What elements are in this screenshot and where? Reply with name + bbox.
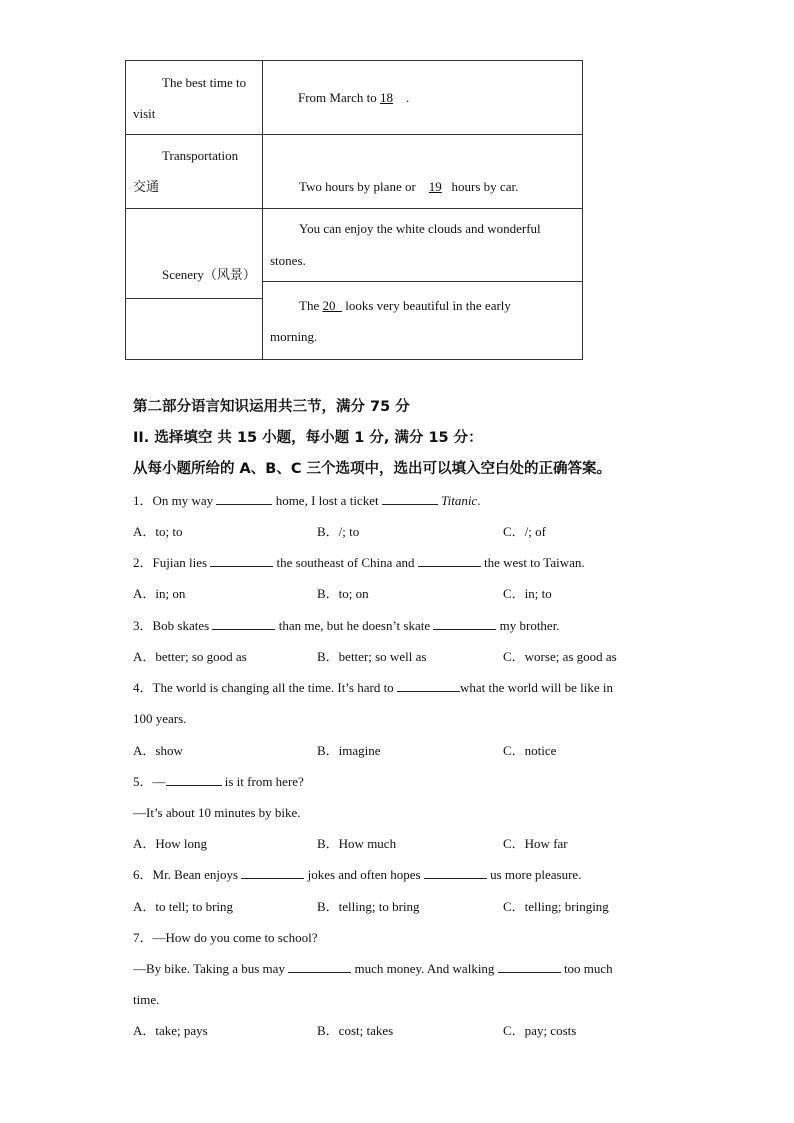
table-value-transportation: Two hours by plane or 19 hours by car. <box>299 179 519 194</box>
option-c[interactable]: C．worse; as good as <box>503 649 617 664</box>
table-value-scenery-2: The 20 looks very beautiful in the early <box>299 298 511 313</box>
option-a[interactable]: A．to; to <box>133 524 183 539</box>
row-divider <box>262 281 582 282</box>
option-c[interactable]: C．telling; bringing <box>503 899 609 914</box>
option-a[interactable]: A．to tell; to bring <box>133 899 234 914</box>
option-c[interactable]: C．pay; costs <box>503 1023 577 1038</box>
row-divider <box>126 298 262 299</box>
option-b[interactable]: B．How much <box>317 836 397 851</box>
table-label-transportation: Transportation <box>162 148 239 163</box>
option-b[interactable]: B．/; to <box>317 524 360 539</box>
question-5: 5．— is it from here? <box>133 774 304 789</box>
blank-19: 19 <box>428 179 442 194</box>
option-b[interactable]: B．to; on <box>317 586 369 601</box>
instruction: 从每小题所给的 A、B、C 三个选项中，选出可以填入空白处的正确答案。 <box>133 461 612 477</box>
option-a[interactable]: A．better; so good as <box>133 649 247 664</box>
table-value-scenery-1: You can enjoy the white clouds and wonderful <box>299 221 541 236</box>
section-title: 第二部分语言知识运用共三节，满分 75 分 <box>133 399 410 415</box>
question-1: 1．On my way home, I lost a ticket Titanic. <box>133 493 481 508</box>
option-b[interactable]: B．cost; takes <box>317 1023 394 1038</box>
question-6: 6．Mr. Bean enjoys jokes and often hopes us more pleasure. <box>133 867 582 882</box>
table-value-best-time: From March to 18 . <box>298 90 410 105</box>
question-2: 2．Fujian lies the southeast of China and the west to Taiwan. <box>133 555 585 570</box>
blank-20: 20 <box>322 298 336 313</box>
option-b[interactable]: B．imagine <box>317 743 381 758</box>
info-table: The best time to visit From March to 18 . Transportation 交通 Two hours by plane or 19 hours by car. Scenery（风景） You can enjoy the white clouds and wonderful stones. The 20 looks very beautiful in the early morning. <box>125 60 583 360</box>
row-divider <box>126 208 582 209</box>
option-a[interactable]: A．show <box>133 743 183 758</box>
option-a[interactable]: A．How long <box>133 836 208 851</box>
table-label-scenery: Scenery（风景） <box>162 267 256 282</box>
option-c[interactable]: C．notice <box>503 743 557 758</box>
option-a[interactable]: A．in; on <box>133 586 186 601</box>
table-column-divider <box>262 61 263 359</box>
row-divider <box>126 134 582 135</box>
part-title: II. 选择填空 共 15 小题，每小题 1 分, 满分 15 分： <box>133 430 483 446</box>
table-label-best-time: The best time to <box>162 75 247 90</box>
option-c[interactable]: C．in; to <box>503 586 552 601</box>
option-b[interactable]: B．telling; to bring <box>317 899 420 914</box>
question-7: 7．—How do you come to school? <box>133 930 318 945</box>
option-a[interactable]: A．take; pays <box>133 1023 208 1038</box>
option-c[interactable]: C．How far <box>503 836 568 851</box>
blank-18: 18 <box>379 90 393 105</box>
question-4: 4．The world is changing all the time. It’s hard to what the world will be like in <box>133 680 614 695</box>
question-3: 3．Bob skates than me, but he doesn’t skate my brother. <box>133 618 560 633</box>
option-b[interactable]: B．better; so well as <box>317 649 427 664</box>
option-c[interactable]: C．/; of <box>503 524 546 539</box>
